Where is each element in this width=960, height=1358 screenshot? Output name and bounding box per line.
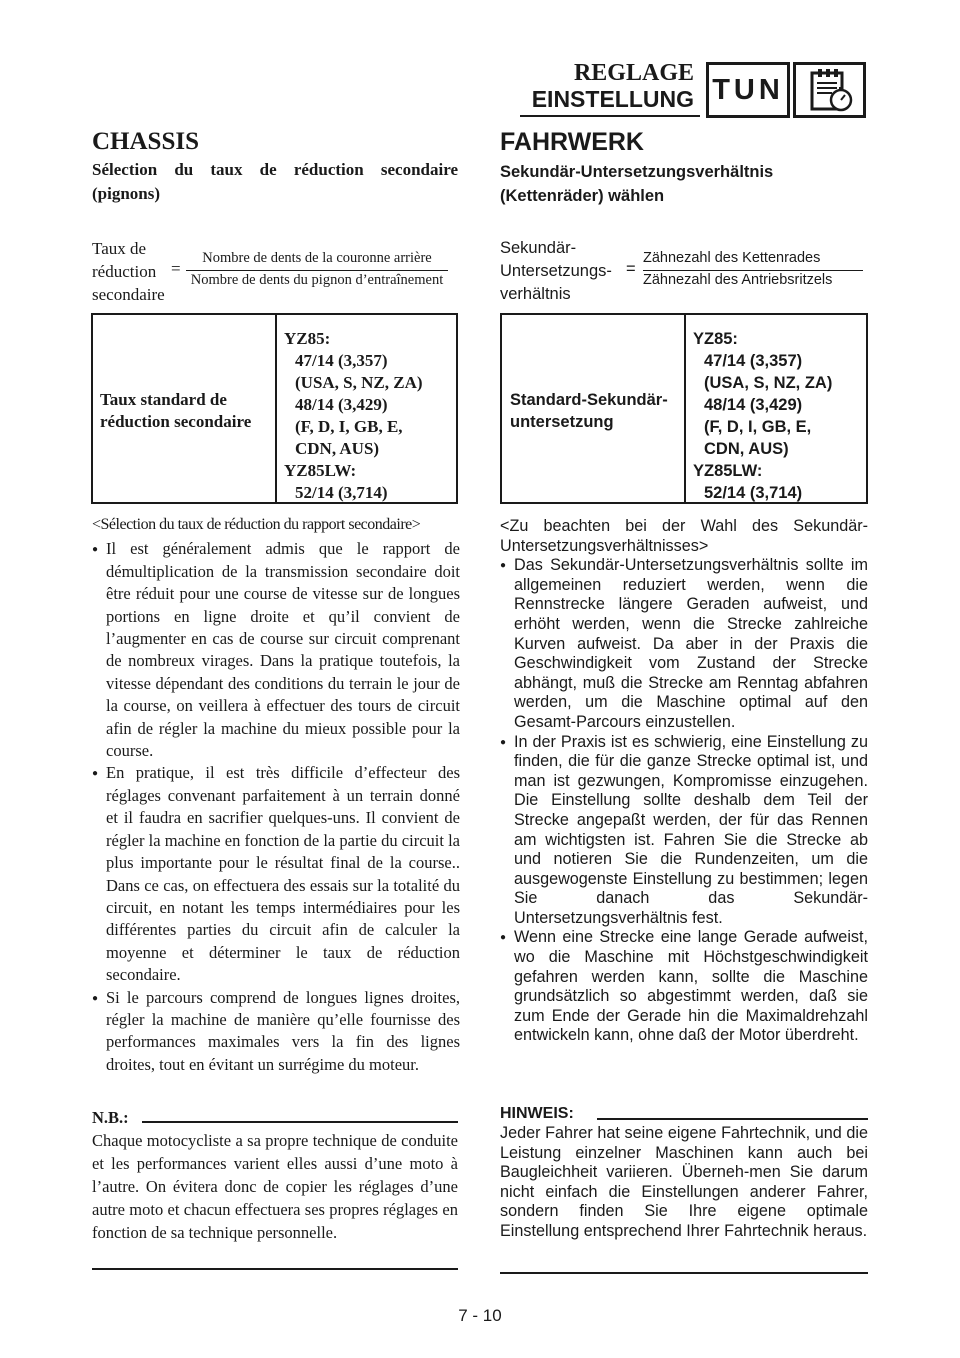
fr-bullet: ● En pratique, il est très difficile d’effecteur des réglages convenant parfaitement à un terrain donné et il faudra en sacrifier quelques-uns. Il convient de régler la machine en fonction de la partie du circuit la plus importante pour le résultat final de la course.. Dans ce cas, on effectuera des essais sur la totalité du circuit, en notant les temps intermédiaires pour les différentes parties du circuit afin de calculer la moyenne et déterminer le taux de réduction secondaire. xyxy=(92,762,460,986)
de-nb-title: HINWEIS: xyxy=(500,1105,574,1122)
fr-formula-label-line: Taux de xyxy=(92,239,147,258)
fr-table-value: YZ85: xyxy=(284,329,331,348)
de-bottom-rule xyxy=(500,1272,868,1274)
de-notes xyxy=(500,517,868,1046)
fr-nb-rule xyxy=(142,1121,458,1123)
fr-formula-denominator: Nombre de dents du pignon d’entraînement xyxy=(190,272,444,288)
fr-nb-title: N.B.: xyxy=(92,1108,129,1127)
fr-nb-text: Chaque motocycliste a sa propre technique de conduite et les performances varient elles aussi d’une moto à l’autre. On évitera donc de copier les réglages d’une autre moto et chacun effectuera ses propres réglages en fonction de sa technique personnelle. xyxy=(92,1131,458,1242)
de-table-value: CDN, AUS) xyxy=(704,440,789,458)
fr-table-value: 52/14 (3,714) xyxy=(295,483,388,502)
fr-formula-equals: = xyxy=(171,259,181,278)
de-formula-label-line: Sekundär- xyxy=(500,239,577,257)
de-table-values xyxy=(693,328,865,504)
de-formula-denominator: Zähnezahl des Antriebsritzels xyxy=(643,272,833,288)
de-table-divider xyxy=(684,315,686,502)
de-table-label: Standard-Sekundär-untersetzung xyxy=(510,391,668,431)
fr-subheading: Sélection du taux de réduction secondaire (pignons) xyxy=(92,160,458,203)
fr-table-value: (USA, S, NZ, ZA) xyxy=(295,373,423,392)
header-title-fr: REGLAGE xyxy=(573,60,694,86)
fr-spec-table xyxy=(91,313,458,504)
fr-table-values xyxy=(284,328,454,504)
header-title-de: EINSTELLUNG xyxy=(531,86,694,112)
fr-formula-label-line: secondaire xyxy=(92,285,165,304)
de-bullet: ● Wenn eine Strecke eine lange Gerade aufweist, wo die Maschine mit Höchstgeschwindigkeit gefahren werden kann, sollte die Maschine grundsätzlich so abgestimmt werden, daß sie zum Ende der Gerade hin die Maximaldrehzahl entwickeln kann, ohne daß der Motor überdreht. xyxy=(500,928,868,1046)
de-table-value: 47/14 (3,357) xyxy=(704,352,803,370)
de-table-value: YZ85: xyxy=(693,330,738,348)
fr-formula-label xyxy=(92,237,172,306)
de-formula-numerator: Zähnezahl des Kettenrades xyxy=(643,250,821,266)
fr-notes xyxy=(92,514,460,1076)
fr-table-divider xyxy=(275,315,277,502)
de-formula-equals: = xyxy=(626,260,636,278)
de-bullet: ● In der Praxis ist es schwierig, eine Einstellung zu finden, die für die ganze Strecke optimal ist, und man ist gezwungen, Kompromisse einzugehen. Die Einstellung sollte deshalb dem Teil der Strecke angepaßt werden, der für das Rennen am wichtigsten ist. Fahren Sie die Strecke ab und notieren Sie die Rundenzeiten, um die ausgewogenste Einstellung zu bestimmen; legen Sie danach das Sekundär-Untersetzungsverhältnis fest. xyxy=(500,733,868,929)
fr-table-value: CDN, AUS) xyxy=(295,439,380,458)
fr-notes-title: <Sélection du taux de réduction du rapport secondaire> xyxy=(92,516,421,533)
fr-table-label: Taux standard de réduction secondaire xyxy=(100,390,252,431)
fr-table-value: 48/14 (3,429) xyxy=(295,395,388,414)
fr-formula-label-line: réduction xyxy=(92,262,157,281)
de-heading: FAHRWERK xyxy=(500,128,644,156)
fr-bottom-rule xyxy=(92,1268,458,1270)
header-underline xyxy=(520,115,700,117)
section-code-badge: TUN xyxy=(706,62,790,118)
de-subheading: Sekundär-Untersetzungsverhältnis (Kettenräder) wählen xyxy=(500,163,774,205)
de-notes-title: <Zu beachten bei der Wahl des Sekundär-Untersetzungsverhältnisses> xyxy=(500,517,868,555)
de-table-value: 52/14 (3,714) xyxy=(704,484,803,502)
de-table-value: (USA, S, NZ, ZA) xyxy=(704,374,833,392)
fr-table-value: YZ85LW: xyxy=(284,461,357,480)
de-nb-text: Jeder Fahrer hat seine eigene Fahrtechnik, und die Leistung einzelner Maschinen kann auch bei Baugleichheit variieren. Überneh-men Sie darum nicht einfach die Einstellungen anderer Fahrer, sondern finden Sie Ihre eigene optimale Einstellung entsprechend Ihrer Fahrtechnik heraus. xyxy=(500,1124,868,1240)
de-spec-table xyxy=(500,313,868,504)
clipboard-stopwatch-icon xyxy=(793,62,866,118)
de-formula-label xyxy=(500,237,625,306)
page-number: 7 - 10 xyxy=(458,1306,502,1325)
fr-fraction-bar xyxy=(186,270,448,271)
de-table-value: 48/14 (3,429) xyxy=(704,396,803,414)
de-nb-rule xyxy=(597,1118,868,1120)
fr-formula-numerator: Nombre de dents de la couronne arrière xyxy=(202,250,432,266)
fr-bullet: ● Il est généralement admis que le rapport de démultiplication de la transmission secondaire doit être réduit pour une course de vitesse sur de longues portions en ligne droite et qu’il convient de l’augmenter en cas de course sur circuit comprenant de nombreux virages. Dans la pratique toutefois, la vitesse dépendant des conditions du terrain le jour de la course, on veillera à effectuer des tours de circuit afin de régler la machine du mieux possible pour la course. xyxy=(92,538,460,762)
fr-table-value: 47/14 (3,357) xyxy=(295,351,388,370)
de-formula-label-line: verhältnis xyxy=(500,285,571,303)
fr-table-value: (F, D, I, GB, E, xyxy=(295,417,403,436)
de-table-value: YZ85LW: xyxy=(693,462,763,480)
fr-heading: CHASSIS xyxy=(92,128,199,155)
de-table-value: (F, D, I, GB, E, xyxy=(704,418,812,436)
fr-bullet: ● Si le parcours comprend de longues lignes droites, régler la machine de manière qu’elle fournisse des performances maximales vers la fin des lignes droites, tout en évitant un surrégime du moteur. xyxy=(92,987,460,1077)
de-formula-label-line: Untersetzungs- xyxy=(500,262,612,280)
de-bullet: ● Das Sekundär-Untersetzungsverhältnis sollte im allgemeinen reduziert werden, wenn die Rennstrecke längere Geraden aufweist, und erhöht werden, wenn die Strecke zahlreiche Kurven aufweist. Da aber in der Praxis die Geschwindigkeit vom Zustand der Strecke abhängt, muß die Strecke am Renntag abfahren werden, um die Maschine optimal auf den Gesamt-Parcours einzustellen. xyxy=(500,556,868,732)
de-fraction-bar xyxy=(643,270,863,271)
